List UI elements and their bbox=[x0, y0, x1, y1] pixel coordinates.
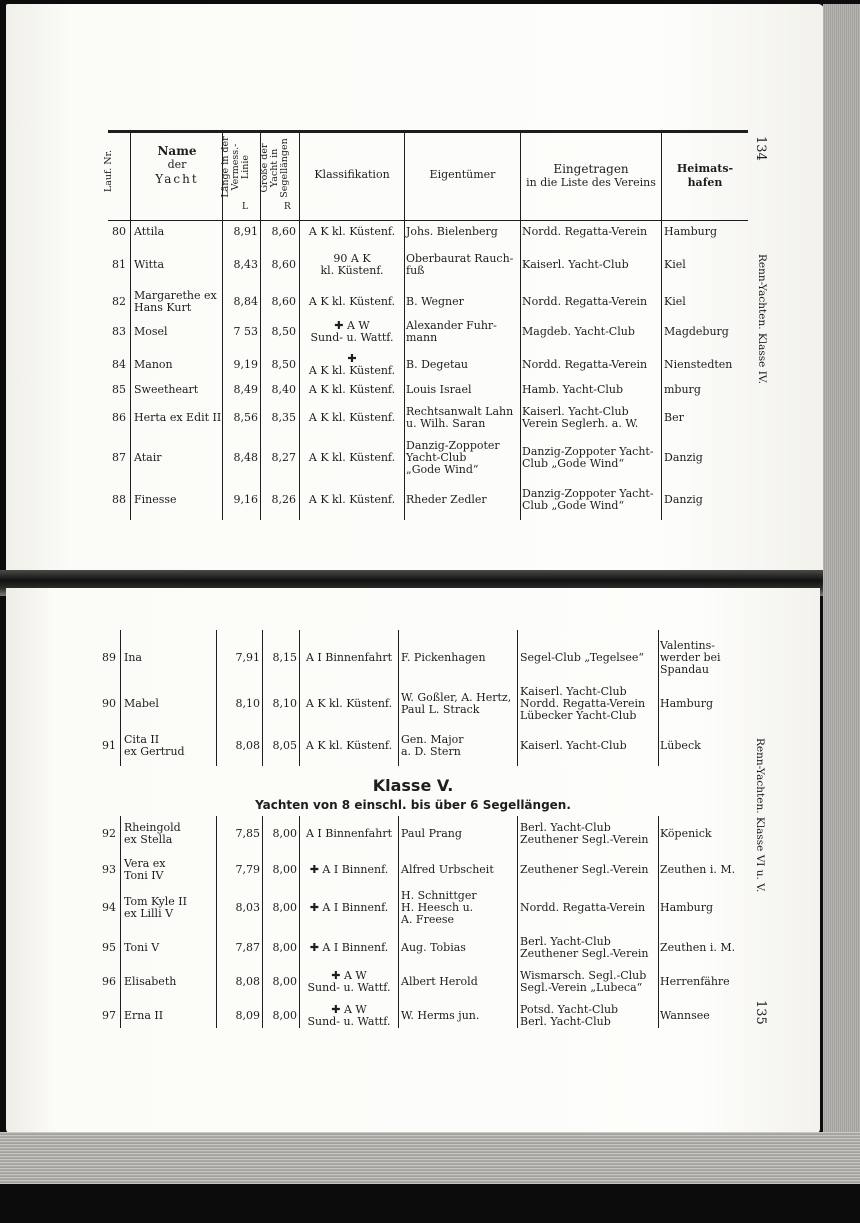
owner: Albert Herold bbox=[401, 975, 478, 988]
bottom-col-rule bbox=[658, 816, 659, 1028]
yacht-name: Sweetheart bbox=[134, 383, 199, 396]
row-number: 94 bbox=[102, 901, 116, 914]
classification: ✚ A W bbox=[331, 969, 367, 982]
club-registered: Danzig-Zoppoter Yacht- bbox=[522, 445, 654, 458]
page-number: 135 bbox=[753, 1000, 768, 1025]
length-value: 8,08 bbox=[235, 975, 260, 988]
sail-length-value: 8,50 bbox=[271, 325, 296, 338]
row-number: 82 bbox=[112, 295, 126, 308]
length-value: 7 53 bbox=[233, 325, 258, 338]
owner: H. Heesch u. bbox=[401, 901, 474, 914]
length-value: 8,09 bbox=[235, 1009, 260, 1022]
sail-length-value: 8,40 bbox=[271, 383, 296, 396]
owner: Rechtsanwalt Lahn bbox=[406, 405, 514, 418]
header-laenge-symbol: L bbox=[242, 202, 248, 212]
sail-length-value: 8,05 bbox=[272, 739, 297, 752]
classification: kl. Küstenf. bbox=[320, 264, 384, 277]
top-col-rule bbox=[404, 133, 405, 520]
classification: ✚ A W bbox=[331, 1003, 367, 1016]
club-registered: Kaiserl. Yacht-Club bbox=[520, 739, 627, 752]
classification: A K kl. Küstenf. bbox=[308, 364, 396, 377]
home-port: werder bei bbox=[660, 651, 721, 664]
bottom-col-rule bbox=[517, 630, 518, 766]
header-groesse-symbol: R bbox=[284, 202, 291, 212]
bottom-col-rule bbox=[517, 816, 518, 1028]
sail-length-value: 8,60 bbox=[271, 225, 296, 238]
classification: ✚ A I Binnenf. bbox=[309, 941, 389, 954]
club-registered: Danzig-Zoppoter Yacht- bbox=[522, 487, 654, 500]
length-value: 8,91 bbox=[233, 225, 258, 238]
club-registered: Nordd. Regatta-Verein bbox=[522, 358, 648, 371]
sail-length-value: 8,50 bbox=[271, 358, 296, 371]
club-registered: Hamb. Yacht-Club bbox=[522, 383, 624, 396]
klasse-title: Klasse V. bbox=[372, 776, 454, 795]
yacht-name: ex Lilli V bbox=[124, 907, 174, 920]
club-registered: Zeuthener Segl.-Verein bbox=[520, 833, 649, 846]
owner: Danzig-Zoppoter bbox=[406, 439, 500, 452]
owner: B. Wegner bbox=[406, 295, 464, 308]
sail-length-value: 8,10 bbox=[272, 697, 297, 710]
running-title: Renn-Yachten. Klasse VI u. V. bbox=[754, 738, 766, 893]
home-port: Hamburg bbox=[660, 901, 714, 914]
bottom-col-rule bbox=[120, 816, 121, 1028]
bottom-col-rule bbox=[216, 816, 217, 1028]
book-bottom-edge bbox=[0, 1132, 860, 1184]
yacht-name: Mosel bbox=[134, 325, 168, 338]
page-number: 134 bbox=[753, 136, 768, 161]
club-registered: Verein Seglerh. a. W. bbox=[522, 417, 639, 430]
owner: „Gode Wind“ bbox=[406, 463, 479, 476]
bottom-col-rule bbox=[299, 816, 300, 1028]
upper-book-page bbox=[6, 4, 824, 574]
row-number: 97 bbox=[102, 1009, 116, 1022]
sail-length-value: 8,60 bbox=[271, 258, 296, 271]
header-lauf-nr: Lauf. Nr. bbox=[103, 149, 114, 193]
classification: 90 A K bbox=[333, 252, 371, 265]
classification: ✚ A I Binnenf. bbox=[309, 901, 389, 914]
yacht-name: Ina bbox=[124, 651, 142, 664]
yacht-name: Erna II bbox=[124, 1009, 164, 1022]
sail-length-value: 8,26 bbox=[271, 493, 296, 506]
length-value: 8,84 bbox=[233, 295, 258, 308]
book-side-edge bbox=[823, 4, 860, 1184]
row-number: 93 bbox=[102, 863, 116, 876]
club-registered: Potsd. Yacht-Club bbox=[520, 1003, 619, 1016]
yacht-name: Attila bbox=[134, 225, 165, 238]
home-port: Danzig bbox=[664, 451, 703, 464]
club-registered: Berl. Yacht-Club bbox=[520, 821, 611, 834]
club-registered: Magdeb. Yacht-Club bbox=[522, 325, 635, 338]
owner: Yacht-Club bbox=[406, 451, 467, 464]
row-number: 85 bbox=[112, 383, 126, 396]
club-registered: Nordd. Regatta-Verein bbox=[520, 901, 646, 914]
classification: ✚ A W bbox=[334, 319, 370, 332]
classification: A I Binnenfahrt bbox=[305, 651, 393, 664]
owner: Paul L. Strack bbox=[401, 703, 480, 716]
row-number: 96 bbox=[102, 975, 116, 988]
club-registered: Berl. Yacht-Club bbox=[520, 1015, 611, 1028]
row-number: 95 bbox=[102, 941, 116, 954]
top-col-rule bbox=[520, 133, 521, 520]
sail-length-value: 8,00 bbox=[272, 975, 297, 988]
row-number: 91 bbox=[102, 739, 116, 752]
owner: u. Wilh. Saran bbox=[406, 417, 486, 430]
header-name: Name der Yacht bbox=[155, 144, 199, 186]
home-port: Zeuthen i. M. bbox=[660, 863, 736, 876]
classification: A K kl. Küstenf. bbox=[308, 295, 396, 308]
length-value: 7,87 bbox=[235, 941, 260, 954]
length-value: 8,48 bbox=[233, 451, 258, 464]
home-port: Köpenick bbox=[660, 827, 712, 840]
classification: A K kl. Küstenf. bbox=[305, 697, 393, 710]
club-registered: Segel-Club „Tegelsee“ bbox=[520, 651, 645, 664]
owner: W. Goßler, A. Hertz, bbox=[401, 691, 512, 704]
classification: Sund- u. Wattf. bbox=[307, 981, 391, 994]
classification: A I Binnenfahrt bbox=[305, 827, 393, 840]
row-number: 90 bbox=[102, 697, 116, 710]
club-registered: Kaiserl. Yacht-Club bbox=[522, 258, 629, 271]
owner: Alfred Urbscheit bbox=[401, 863, 494, 876]
yacht-name: Rheingold bbox=[124, 821, 181, 834]
bottom-col-rule bbox=[262, 630, 263, 766]
home-port: Valentins- bbox=[660, 639, 715, 652]
header-groesse: Größe der Yacht in Segellängen bbox=[259, 138, 290, 198]
home-port: Nienstedten bbox=[664, 358, 733, 371]
yacht-name: Toni V bbox=[124, 941, 160, 954]
home-port: mburg bbox=[664, 383, 701, 396]
owner: Aug. Tobias bbox=[401, 941, 466, 954]
club-registered: Wismarsch. Segl.-Club bbox=[520, 969, 647, 982]
classification: A K kl. Küstenf. bbox=[308, 493, 396, 506]
club-registered: Nordd. Regatta-Verein bbox=[522, 295, 648, 308]
header-heimatshafen: Heimats- hafen bbox=[676, 162, 734, 189]
row-number: 86 bbox=[112, 411, 126, 424]
club-registered: Nordd. Regatta-Verein bbox=[522, 225, 648, 238]
yacht-name: Witta bbox=[134, 258, 165, 271]
row-number: 84 bbox=[112, 358, 126, 371]
owner: Gen. Major bbox=[401, 733, 464, 746]
length-value: 9,16 bbox=[233, 493, 258, 506]
owner: A. Freese bbox=[401, 913, 455, 926]
header-klassifikation: Klassifikation bbox=[314, 168, 390, 181]
yacht-name: Atair bbox=[134, 451, 162, 464]
classification: ✚ bbox=[347, 352, 357, 365]
bottom-col-rule bbox=[398, 816, 399, 1028]
home-port: Kiel bbox=[664, 295, 686, 308]
club-registered: Nordd. Regatta-Verein bbox=[520, 697, 646, 710]
length-value: 8,03 bbox=[235, 901, 260, 914]
home-port: Zeuthen i. M. bbox=[660, 941, 736, 954]
owner: a. D. Stern bbox=[401, 745, 461, 758]
classification: Sund- u. Wattf. bbox=[310, 331, 394, 344]
yacht-name: ex Gertrud bbox=[124, 745, 185, 758]
yacht-name: Toni IV bbox=[124, 869, 164, 882]
length-value: 8,10 bbox=[235, 697, 260, 710]
owner: F. Pickenhagen bbox=[401, 651, 486, 664]
classification: A K kl. Küstenf. bbox=[308, 225, 396, 238]
row-number: 83 bbox=[112, 325, 126, 338]
yacht-name: ex Stella bbox=[124, 833, 173, 846]
bottom-col-rule bbox=[216, 630, 217, 766]
owner: Alexander Fuhr- bbox=[406, 319, 497, 332]
top-heavy-rule bbox=[108, 130, 748, 133]
yacht-name: Margarethe ex bbox=[134, 289, 217, 302]
owner: Rheder Zedler bbox=[406, 493, 487, 506]
owner: Oberbaurat Rauch- bbox=[406, 252, 514, 265]
row-number: 80 bbox=[112, 225, 126, 238]
row-number: 89 bbox=[102, 651, 116, 664]
row-number: 87 bbox=[112, 451, 126, 464]
club-registered: Kaiserl. Yacht-Club bbox=[522, 405, 629, 418]
club-registered: Lübecker Yacht-Club bbox=[520, 709, 637, 722]
classification: Sund- u. Wattf. bbox=[307, 1015, 391, 1028]
length-value: 8,43 bbox=[233, 258, 258, 271]
home-port: Kiel bbox=[664, 258, 686, 271]
length-value: 7,91 bbox=[235, 651, 260, 664]
club-registered: Berl. Yacht-Club bbox=[520, 935, 611, 948]
top-col-rule bbox=[299, 133, 300, 520]
classification: A K kl. Küstenf. bbox=[305, 739, 393, 752]
sail-length-value: 8,35 bbox=[271, 411, 296, 424]
klasse-subtitle: Yachten von 8 einschl. bis über 6 Segellängen. bbox=[255, 798, 571, 812]
owner: Johs. Bielenberg bbox=[406, 225, 498, 238]
yacht-name: Elisabeth bbox=[124, 975, 177, 988]
yacht-name: Cita II bbox=[124, 733, 160, 746]
owner: W. Herms jun. bbox=[401, 1009, 480, 1022]
sail-length-value: 8,00 bbox=[272, 941, 297, 954]
sail-length-value: 8,15 bbox=[272, 651, 297, 664]
club-registered: Zeuthener Segl.-Verein bbox=[520, 947, 649, 960]
top-col-rule bbox=[130, 133, 131, 520]
lower-book-page bbox=[6, 588, 820, 1133]
club-registered: Club „Gode Wind“ bbox=[522, 499, 625, 512]
header-eingetragen: Eingetragen in die Liste des Vereins bbox=[526, 162, 656, 189]
bottom-col-rule bbox=[398, 630, 399, 766]
home-port: Wannsee bbox=[660, 1009, 710, 1022]
classification: A K kl. Küstenf. bbox=[308, 451, 396, 464]
row-number: 81 bbox=[112, 258, 126, 271]
yacht-name: Manon bbox=[134, 358, 173, 371]
yacht-name: Mabel bbox=[124, 697, 159, 710]
yacht-name: Herta ex Edit II bbox=[134, 411, 222, 424]
yacht-name: Tom Kyle II bbox=[124, 895, 187, 908]
classification: A K kl. Küstenf. bbox=[308, 383, 396, 396]
yacht-name: Vera ex bbox=[124, 857, 166, 870]
owner: B. Degetau bbox=[406, 358, 469, 371]
owner: Louis Israel bbox=[406, 383, 472, 396]
home-port: Spandau bbox=[660, 663, 709, 676]
home-port: Danzig bbox=[664, 493, 703, 506]
club-registered: Club „Gode Wind“ bbox=[522, 457, 625, 470]
length-value: 8,56 bbox=[233, 411, 258, 424]
bottom-col-rule bbox=[262, 816, 263, 1028]
sail-length-value: 8,60 bbox=[271, 295, 296, 308]
bottom-col-rule bbox=[120, 630, 121, 766]
length-value: 7,79 bbox=[235, 863, 260, 876]
owner: Paul Prang bbox=[401, 827, 462, 840]
owner: fuß bbox=[406, 264, 425, 277]
home-port: Ber bbox=[664, 411, 684, 424]
length-value: 8,49 bbox=[233, 383, 258, 396]
club-registered: Zeuthener Segl.-Verein bbox=[520, 863, 649, 876]
yacht-name: Hans Kurt bbox=[134, 301, 192, 314]
header-eigentuemer: Eigentümer bbox=[429, 168, 496, 181]
row-number: 88 bbox=[112, 493, 126, 506]
length-value: 7,85 bbox=[235, 827, 260, 840]
club-registered: Segl.-Verein „Lubeca“ bbox=[520, 981, 643, 994]
top-header-bottom-rule bbox=[108, 220, 748, 221]
owner: mann bbox=[406, 331, 438, 344]
running-title: Renn-Yachten. Klasse IV. bbox=[756, 254, 768, 384]
club-registered: Kaiserl. Yacht-Club bbox=[520, 685, 627, 698]
home-port: Magdeburg bbox=[664, 325, 729, 338]
sail-length-value: 8,00 bbox=[272, 863, 297, 876]
classification: ✚ A I Binnenf. bbox=[309, 863, 389, 876]
owner: H. Schnittger bbox=[401, 889, 477, 902]
header-laenge: Länge in der Vermess.-Linie bbox=[220, 136, 251, 198]
sail-length-value: 8,00 bbox=[272, 827, 297, 840]
sail-length-value: 8,00 bbox=[272, 901, 297, 914]
home-port: Hamburg bbox=[664, 225, 718, 238]
yacht-name: Finesse bbox=[134, 493, 177, 506]
home-port: Lübeck bbox=[660, 739, 701, 752]
home-port: Herrenfähre bbox=[660, 975, 730, 988]
home-port: Hamburg bbox=[660, 697, 714, 710]
classification: A K kl. Küstenf. bbox=[308, 411, 396, 424]
sail-length-value: 8,00 bbox=[272, 1009, 297, 1022]
length-value: 8,08 bbox=[235, 739, 260, 752]
row-number: 92 bbox=[102, 827, 116, 840]
length-value: 9,19 bbox=[233, 358, 258, 371]
sail-length-value: 8,27 bbox=[271, 451, 296, 464]
